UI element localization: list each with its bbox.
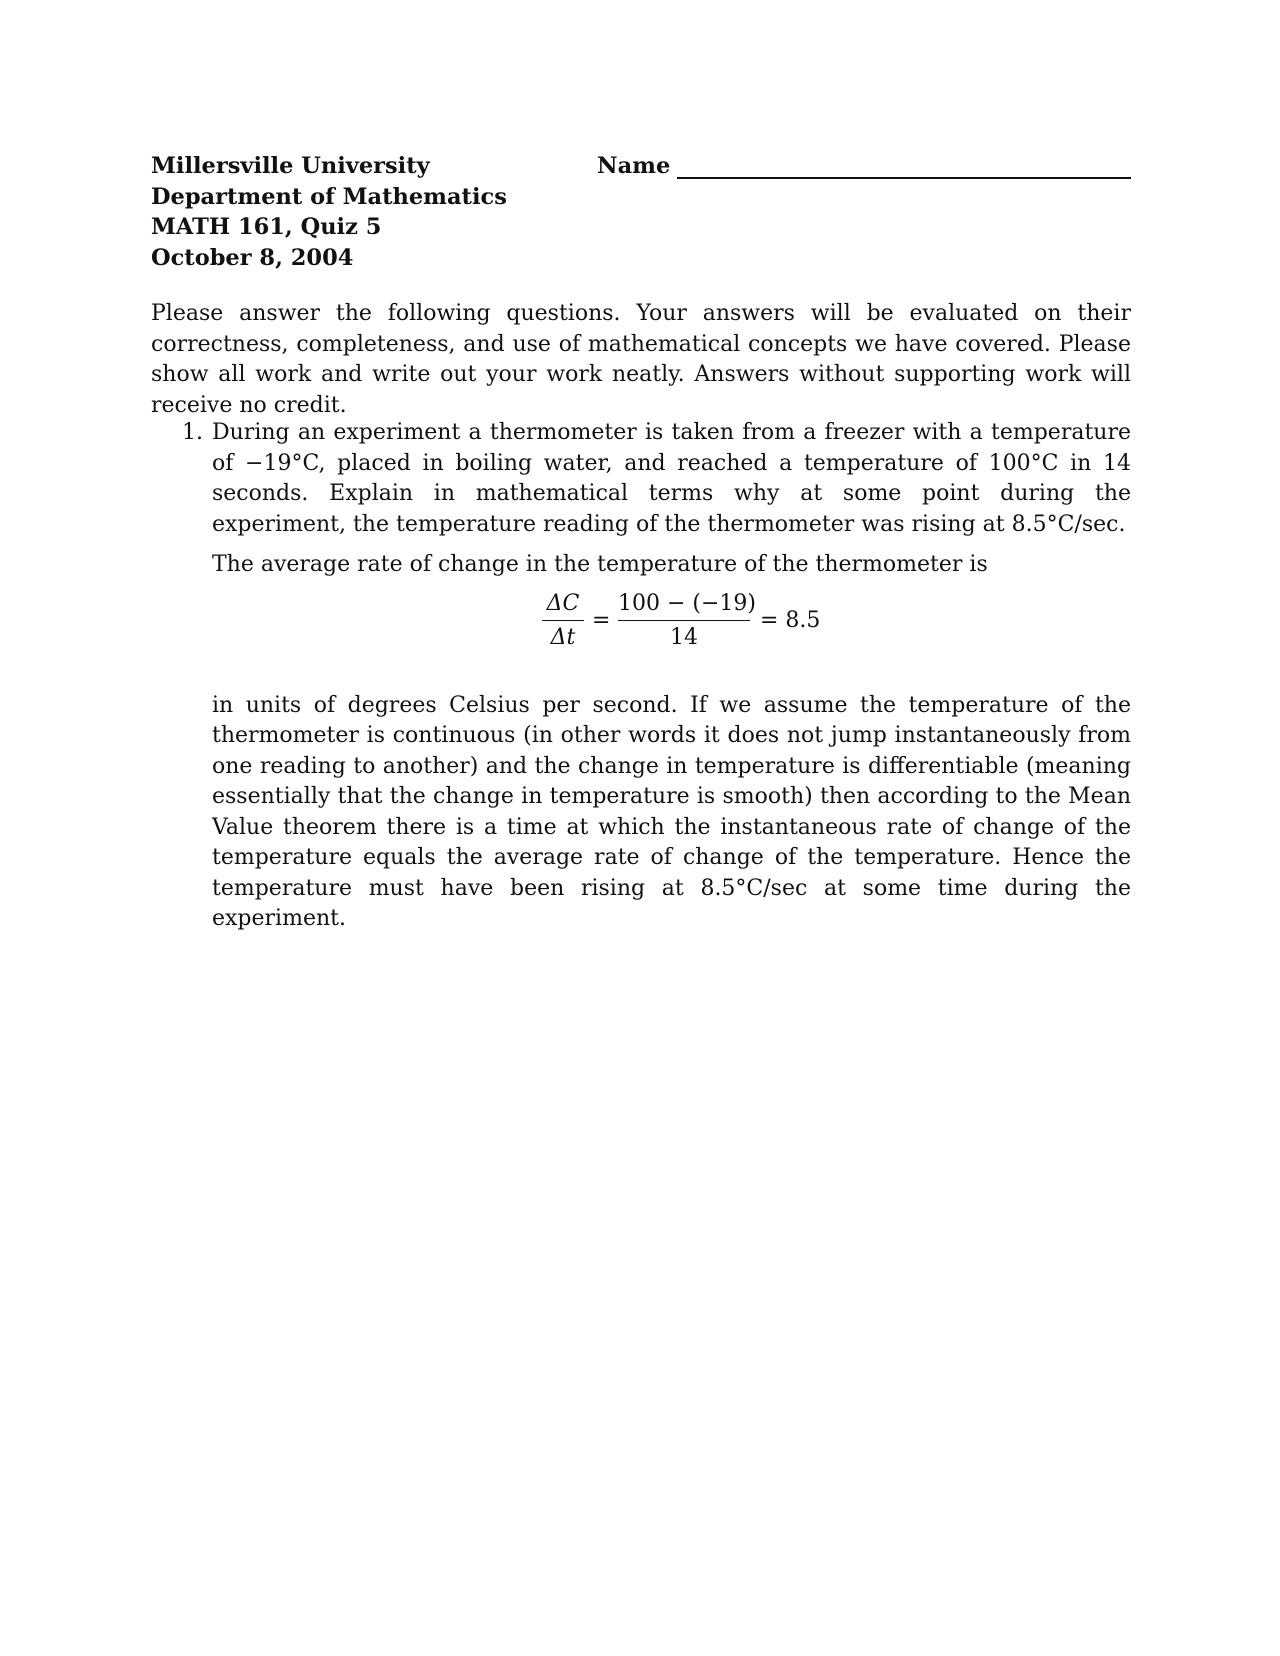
value-denominator: 14 [670, 624, 698, 650]
delta-fraction [542, 589, 584, 653]
fraction-bar [618, 620, 750, 621]
question-body [212, 418, 1131, 935]
department-name: Department of Mathematics [151, 183, 507, 210]
value-numerator: 100 − (−19) [618, 590, 757, 616]
instructions-paragraph: Please answer the following questions. Your answers will be evaluated on their correctness, completeness, and use of mathematical concepts we have covered. Please show all work and write out your work neatly. Answers without supporting work will receive no credit. [151, 301, 1131, 418]
course-header [151, 151, 507, 273]
course-quiz-title: MATH 161, Quiz 5 [151, 214, 382, 240]
equals-sign: = [592, 607, 611, 633]
name-label: Name [597, 153, 671, 179]
quiz-date: October 8, 2004 [151, 244, 354, 271]
delta-t-denominator: Δt [550, 624, 576, 650]
question-prompt: During an experiment a thermometer is taken from a freezer with a temperature of −19°C, placed in boiling water, and reached a temperature of 100°C in 14 seconds. Explain in mathematical terms why at some point during the experiment, the temperature reading of the thermometer was rising at 8.5°C/sec. [212, 420, 1131, 537]
university-name: Millersville University [151, 153, 430, 179]
answer-intro: The average rate of change in the temperature of the thermometer is [212, 552, 988, 577]
equation-result: = 8.5 [760, 607, 821, 633]
question-1 [182, 418, 1131, 935]
fraction-bar [542, 620, 584, 621]
value-fraction [618, 589, 757, 653]
delta-c-numerator: ΔC [546, 590, 580, 616]
rate-of-change-equation [212, 589, 1131, 681]
answer-explanation: in units of degrees Celsius per second. If we assume the temperature of the thermometer is continuous (in other words it does not jump instantaneously from one reading to another) and the change in temperature is differentiable (meaning essentially that the change in temperature is smooth) then according to the Mean Value theorem there is a time at which the instantaneous rate of change of the temperature equals the average rate of change of the temperature. Hence the temperature must have been rising at 8.5°C/sec at some time during the experiment. [212, 692, 1131, 931]
name-field-line[interactable] [677, 177, 1131, 179]
question-number: 1. [182, 420, 203, 445]
